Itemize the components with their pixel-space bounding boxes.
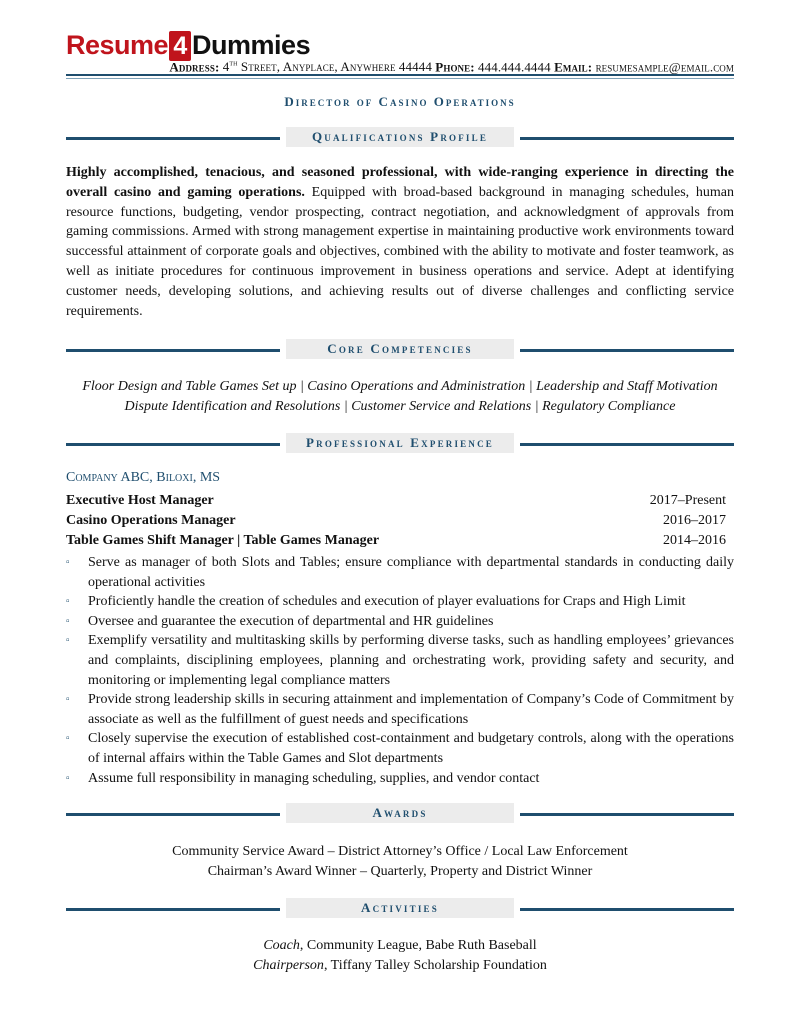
section-title: Awards: [286, 803, 514, 823]
role-title: Table Games Shift Manager | Table Games Manager: [66, 533, 380, 548]
experience-bullets: [66, 553, 734, 788]
list-item: ▫ Exemplify versatility and multitasking skills by performing diverse tasks, such as handling employees’ grievances and complaints, disciplining employees, planning and orchestrating work, providing safety and security, and monitoring or implementing legal compliance matters: [66, 633, 734, 688]
activity-item: Chairperson, Tiffany Talley Scholarship Foundation: [253, 958, 547, 973]
section-title: Professional Experience: [286, 433, 514, 453]
list-item: ▫ Serve as manager of both Slots and Tables; ensure compliance with departmental standards in conducting daily operational activities: [66, 555, 734, 590]
address-label: Address:: [169, 59, 220, 75]
bullet-icon: ▫: [66, 772, 70, 784]
logo-resume: Resume: [66, 30, 169, 60]
bullet-icon: ▫: [66, 557, 70, 568]
phone-value: 444.444.4444: [478, 59, 551, 75]
award-item: Community Service Award – District Attorney’s Office / Local Law Enforcement: [172, 844, 628, 859]
role-title: Casino Operations Manager: [66, 513, 236, 528]
bullet-icon: ▫: [66, 615, 70, 627]
role-dates: 2017–Present: [649, 493, 726, 508]
section-activities: [66, 898, 734, 918]
list-item: ▫ Proficiently handle the creation of schedules and execution of player evaluations for Craps and High Limit: [66, 592, 734, 612]
logo-dummies: Dummies: [192, 30, 311, 60]
section-title: Qualifications Profile: [286, 127, 514, 147]
bullet-icon: ▫: [66, 635, 70, 647]
bullet-icon: ▫: [66, 694, 70, 706]
logo: [66, 30, 310, 61]
summary-text: Equipped with broad-based background in managing schedules, human resource functions, budgeting, vendor prospecting, contract negotiation, and acknowledgment of approvals from gaming commissions. Armed with strong management expertise in maintaining productive work environments toward successful attainment of corporate goals and objectives, combined with the ability to motivate and foster teamwork, as well as initiate procedures for continuous improvement in business operations and service. Adept at identifying customer needs, developing solutions, and achieving results out of diverse challenges and conflicting service requirements.: [66, 184, 734, 319]
section-rule: [66, 908, 280, 911]
section-rule: [66, 349, 280, 352]
section-rule: [520, 349, 734, 352]
bullet-icon: ▫: [66, 596, 70, 608]
summary-bold: Highly accomplished, tenacious, and seasoned professional, with wide-ranging experience in directing the overall casino and gaming operations.: [66, 165, 734, 200]
competencies-line-1: Floor Design and Table Games Set up | Casino Operations and Administration | Leadership and Staff Motivation: [82, 379, 718, 394]
bullet-icon: ▫: [66, 733, 70, 745]
section-awards: [66, 803, 734, 823]
section-title: Activities: [286, 898, 514, 918]
section-rule: [520, 137, 734, 140]
email-value[interactable]: resumesample@email.com: [595, 59, 734, 75]
section-competencies: [66, 339, 734, 359]
list-item: ▫ Provide strong leadership skills in securing attainment and implementation of Company’s Code of Commitment by associate as well as the fulfillment of guest needs and specifications: [66, 692, 734, 727]
section-experience: [66, 433, 734, 453]
address-value: 4th Street, Anyplace, Anywhere 44444: [222, 59, 432, 75]
logo-four: 4: [169, 31, 191, 61]
role-dates: 2016–2017: [663, 513, 726, 528]
list-item: ▫ Oversee and guarantee the execution of departmental and HR guidelines: [66, 612, 734, 632]
section-qualifications: [66, 127, 734, 147]
role-row: [66, 491, 726, 511]
email-label: Email:: [554, 59, 593, 75]
award-item: Chairman’s Award Winner – Quarterly, Property and District Winner: [207, 864, 593, 879]
role-title: Executive Host Manager: [66, 493, 214, 508]
competencies-line-2: Dispute Identification and Resolutions | Customer Service and Relations | Regulatory Compliance: [124, 399, 676, 414]
header-rule-thick: [66, 74, 734, 76]
list-item: ▫ Closely supervise the execution of established cost-containment and budgetary controls, along with the operations of internal affairs within the Table Games and Slot departments: [66, 731, 734, 766]
section-rule: [520, 908, 734, 911]
section-rule: [520, 443, 734, 446]
role-row: [66, 531, 726, 551]
contact-line: [169, 59, 734, 75]
phone-label: Phone:: [435, 59, 475, 75]
summary-paragraph: [66, 163, 734, 321]
activity-role: Chairperson: [253, 958, 324, 973]
role-dates: 2014–2016: [663, 533, 726, 548]
role-row: [66, 511, 726, 531]
section-rule: [66, 443, 280, 446]
header-rule-thin: [66, 78, 734, 79]
section-rule: [66, 813, 280, 816]
job-title: Director of Casino Operations: [284, 94, 516, 109]
list-item: ▫ Assume full responsibility in managing scheduling, supplies, and vendor contact: [66, 769, 734, 789]
section-rule: [520, 813, 734, 816]
section-rule: [66, 137, 280, 140]
activity-item: Coach, Community League, Babe Ruth Baseball: [263, 938, 537, 953]
company-name: Company ABC, Biloxi, MS: [66, 470, 221, 485]
activity-role: Coach: [263, 938, 300, 953]
section-title: Core Competencies: [286, 339, 514, 359]
